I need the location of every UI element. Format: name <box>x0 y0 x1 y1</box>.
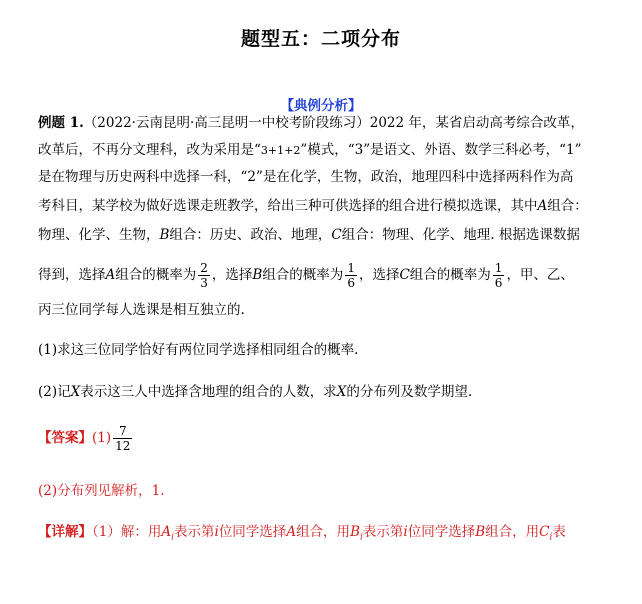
math-variable: X <box>336 384 347 400</box>
text-segment: 的分布列及数学期望. <box>346 384 473 400</box>
text-segment: (2)分布列见解析，1. <box>38 483 165 499</box>
math-variable: i <box>214 524 219 540</box>
math-variable: A <box>105 267 116 283</box>
text-segment: ”模式，“3”是语文、外语、数学三科必考，“1” <box>300 142 582 158</box>
text-segment: 组合，用 <box>485 524 540 540</box>
text-segment: （1）解：用 <box>92 524 162 540</box>
text-segment: 组合的概率为 <box>262 267 344 283</box>
answer-line-2 <box>38 482 610 500</box>
text-segment: 位同学选择 <box>218 524 287 540</box>
math-variable: B <box>252 267 263 283</box>
math-subscript: i <box>549 532 553 543</box>
fraction-numerator: 1 <box>494 261 503 275</box>
math-variable: B <box>475 524 486 540</box>
problem-line-4 <box>38 197 610 215</box>
text-segment: 是在物理与历史两科中选择一科，“2”是在化学，生物，政治，地理四科中选择两科作为高 <box>38 169 574 185</box>
text-segment: 组合：物理、化学、地理. 根据选课数据 <box>341 227 580 243</box>
problem-source: （2022·云南昆明·高三昆明一中校考阶段练习）2022 年，某省启动高考综合改革， <box>83 115 584 131</box>
text-segment: 组合的概率为 <box>115 267 197 283</box>
math-subscript: i <box>171 532 174 543</box>
section-heading: 【典例分析】 <box>280 98 362 114</box>
math-variable: A <box>286 524 297 540</box>
page-title: 题型五：二项分布 <box>240 28 401 50</box>
math-variable: C <box>539 524 550 540</box>
text-segment: 组合：历史、政治、地理， <box>169 227 332 243</box>
problem-line-3 <box>38 168 610 186</box>
text-segment: (1)求这三位同学恰好有两位同学选择相同组合的概率. <box>38 342 359 358</box>
problem-line-2 <box>38 141 610 160</box>
fraction <box>113 424 132 453</box>
problem-line-6 <box>38 260 610 290</box>
text-segment: ，选择 <box>211 267 253 283</box>
text-segment: 丙三位同学每人选课是相互独立的. <box>38 302 245 318</box>
fraction <box>493 261 505 290</box>
fraction-numerator: 1 <box>347 261 355 275</box>
text-segment: (2)记 <box>38 384 71 400</box>
text-segment: 得到，选择 <box>38 267 106 283</box>
text-segment: 物理、化学、生物， <box>38 227 160 243</box>
fraction-numerator: 2 <box>200 261 208 275</box>
text-segment: (1) <box>92 430 112 446</box>
text-segment: 表示这三人中选择含地理的组合的人数，求 <box>80 384 337 400</box>
fraction-denominator: 3 <box>200 276 208 290</box>
math-variable: B <box>350 524 360 540</box>
math-expression: 3+1+2 <box>260 144 301 157</box>
fraction-denominator: 12 <box>115 439 131 453</box>
text-segment: 组合： <box>547 198 588 214</box>
text-segment: ，甲、乙、 <box>506 267 574 283</box>
fraction-denominator: 6 <box>347 276 355 290</box>
math-variable: i <box>403 524 408 540</box>
math-subscript: i <box>359 532 363 543</box>
text-segment: 表示第 <box>173 524 215 540</box>
math-variable: A <box>537 198 548 214</box>
text-segment: 考科目，某学校为做好选课走班教学，给出三种可供选择的组合进行模拟选课，其中 <box>38 198 538 214</box>
problem-number: 例题 1. <box>38 115 84 131</box>
math-variable: C <box>331 227 342 243</box>
text-segment: 改革后，不再分文理科，改为采用是“ <box>38 142 261 158</box>
math-variable: C <box>399 267 410 283</box>
fraction-numerator: 7 <box>113 424 132 439</box>
math-variable: B <box>159 227 170 243</box>
text-segment: 表 <box>552 524 566 540</box>
question-2 <box>38 383 610 401</box>
math-variable: X <box>70 384 81 400</box>
problem-line-5 <box>38 226 610 244</box>
answer-label: 【答案】 <box>38 430 92 446</box>
problem-line-1 <box>38 114 610 132</box>
detail-label: 【详解】 <box>38 524 92 540</box>
text-segment: 组合，用 <box>296 524 351 540</box>
text-segment: 表示第 <box>362 524 404 540</box>
detail-line <box>38 523 610 547</box>
math-variable: A <box>161 524 172 540</box>
answer-line-1 <box>38 423 610 453</box>
problem-line-7 <box>38 301 610 319</box>
text-segment: 位同学选择 <box>407 524 476 540</box>
text-segment: 组合的概率为 <box>409 267 491 283</box>
fraction-denominator: 6 <box>494 276 503 290</box>
fraction <box>345 261 357 290</box>
text-segment: ，选择 <box>358 267 400 283</box>
question-1 <box>38 341 610 359</box>
fraction <box>198 261 210 290</box>
